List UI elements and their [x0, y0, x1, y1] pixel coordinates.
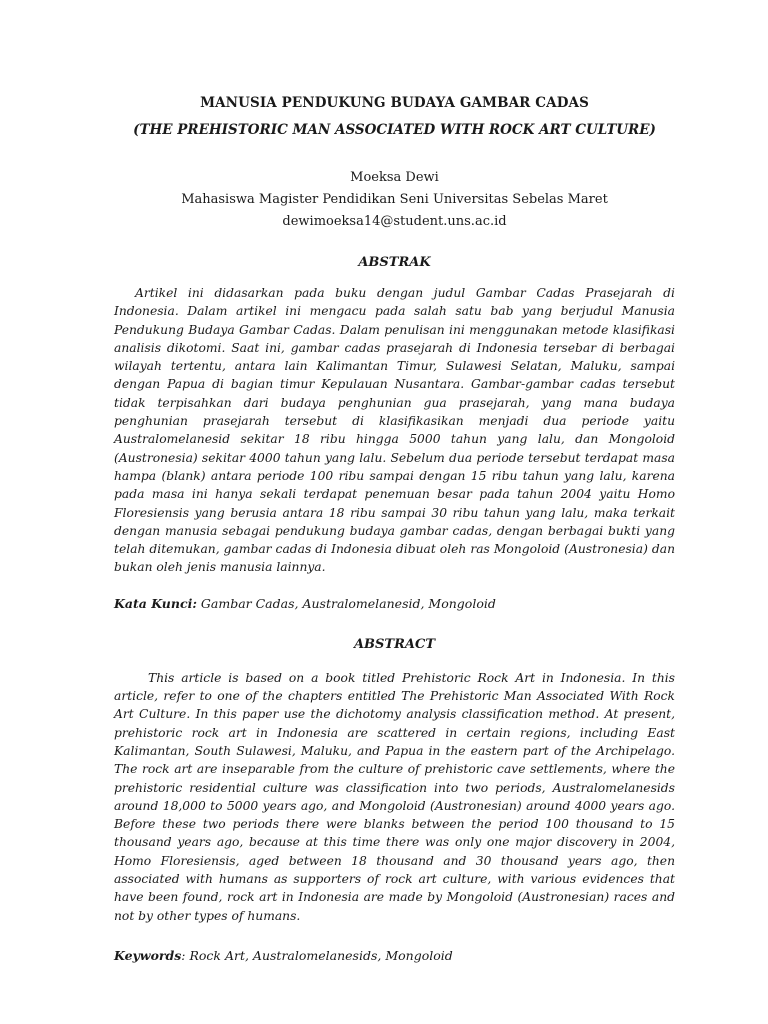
paper-subtitle: (THE PREHISTORIC MAN ASSOCIATED WITH ROCK ART CULTURE) — [133, 122, 656, 138]
author-affiliation: Mahasiswa Magister Pendidikan Seni Universitas Sebelas Maret — [181, 192, 608, 207]
abstrak-heading: ABSTRAK — [358, 255, 431, 270]
abstract-heading-text: ABSTRACT — [353, 636, 436, 652]
abstrak-body: Artikel ini didasarkan pada buku dengan judul Gambar Cadas Prasejarah di Indonesia. Dalam artikel ini mengacu pada salah satu bab yang berjudul Manusia Pendukung Budaya Gambar Cadas. Dalam penulisan ini menggunakan metode klasifikasi analisis dikotomi. Saat ini, gambar cadas prasejarah di Indonesia tersebar di berbagai wilayah tertentu, antara lain Kalimantan Timur, Sulawesi Selatan, Maluku, sampai dengan Papua di bagian timur Kepulauan Nusantara. Gambar-gambar cadas tersebut tidak terpisahkan dari budaya penghunian gua prasejarah, yang mana budaya penghunian prasejarah tersebut di klasifikasikan menjadi dua periode yaitu Australomelanesid sekitar 18 ribu hingga 5000 tahun yang lalu, dan Mongoloid (Austronesia) sekitar 4000 tahun yang lalu. Sebelum dua periode tersebut terdapat masa hampa (blank) antara periode 100 ribu sampai dengan 15 ribu tahun yang lalu, karena pada masa ini hanya sekali terdapat penemuan besar pada tahun 2004 yaitu Homo Floresiensis yang berusia antara 18 ribu sampai 30 ribu tahun yang lalu, maka terkait dengan manusia sebagai pendukung budaya gambar cadas, dengan berbagai bukti yang telah ditemukan, gambar cadas di Indonesia dibuat oleh ras Mongoloid (Austronesia) dan bukan oleh jenis manusia lainnya. — [114, 286, 675, 575]
author-block — [114, 167, 675, 233]
abstract-heading — [114, 635, 675, 655]
paper-page — [114, 93, 675, 965]
keywords-value: : Rock Art, Australomelanesids, Mongoloid — [181, 947, 453, 963]
kata-kunci-label: Kata Kunci: — [114, 595, 197, 611]
author-name: Moeksa Dewi — [350, 170, 439, 185]
paper-title: MANUSIA PENDUKUNG BUDAYA GAMBAR CADAS — [200, 95, 589, 111]
abstract-body: This article is based on a book titled Prehistoric Rock Art in Indonesia. In this article, refer to one of the chapters entitled The Prehistoric Man Associated With Rock Art Culture. In this paper use the dichotomy analysis classification method. At present, prehistoric rock art in Indonesia are scattered in certain regions, including East Kalimantan, South Sulawesi, Maluku, and Papua in the eastern part of the Archipelago. The rock art are inseparable from the culture of prehistoric cave settlements, where the prehistoric residential culture was classification into two periods, Australomelanesids around 18,000 to 5000 years ago, and Mongoloid (Austronesian) around 4000 years ago. Before these two periods there were blanks between the period 100 thousand to 15 thousand years ago, because at this time there was only one major discovery in 2004, Homo Floresiensis, aged between 18 thousand and 30 thousand years ago, then associated with humans as supporters of rock art culture, with various evidences that have been found, rock art in Indonesia are made by Mongoloid (Austronesian) races and not by other types of humans. — [114, 670, 675, 923]
keywords — [114, 947, 675, 965]
kata-kunci-value: Gambar Cadas, Australomelanesid, Mongoloid — [200, 595, 496, 611]
author-email: dewimoeksa14@student.uns.ac.id — [282, 214, 507, 229]
keywords-label: Keywords — [114, 947, 182, 963]
kata-kunci — [114, 595, 675, 613]
